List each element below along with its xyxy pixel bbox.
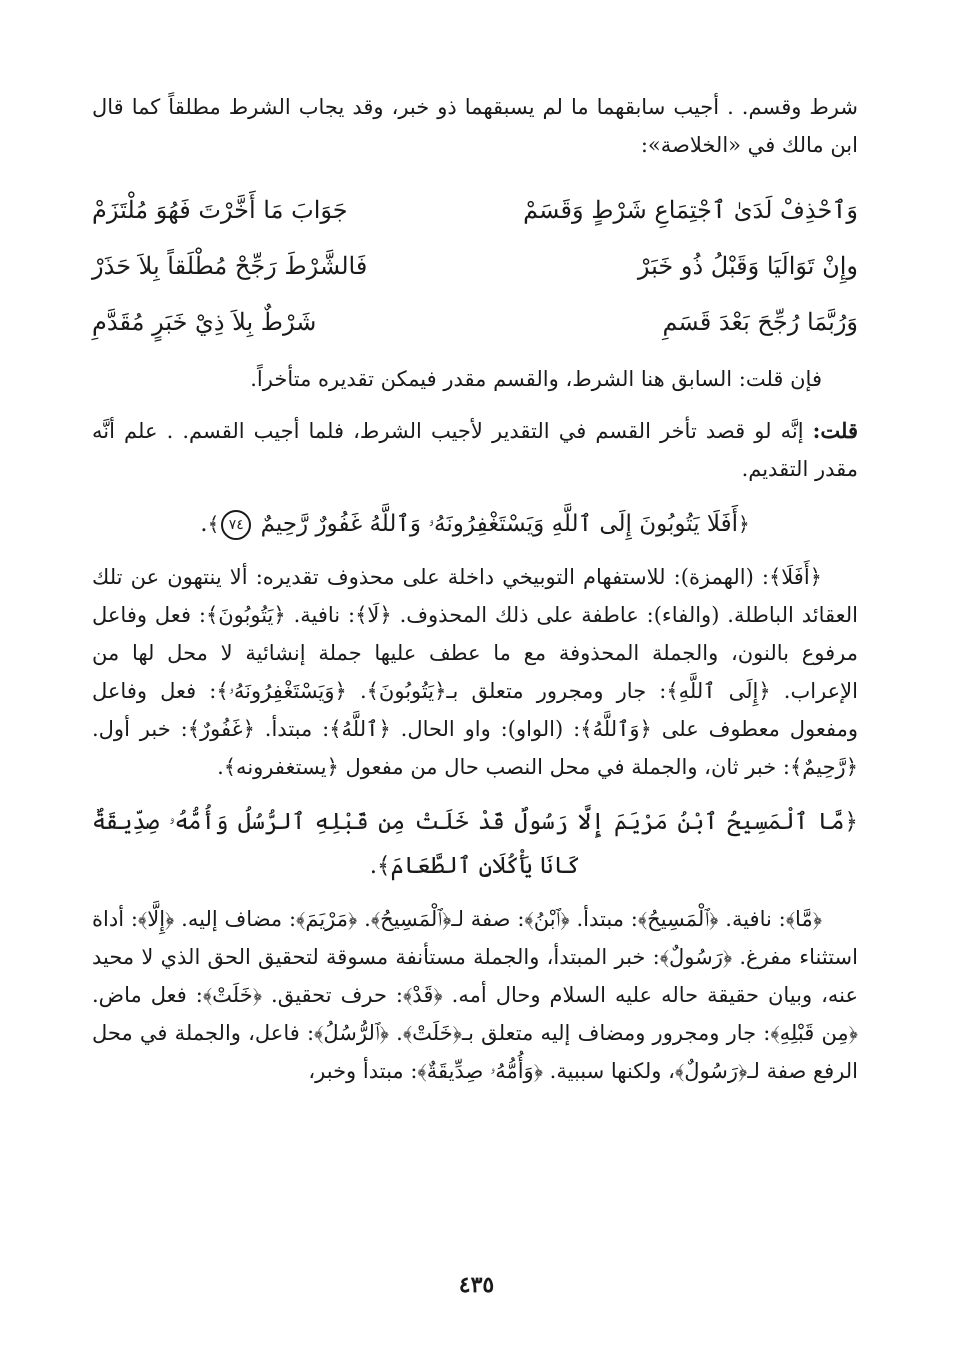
ayah-number-badge: ٧٤	[221, 510, 251, 540]
verse-line	[92, 238, 858, 294]
intro-line-1: شرط وقسم. . أجيب سابقهما ما لم يسبقهما ذو خبر، وقد يجاب الشرط مطلقاً	[168, 95, 858, 119]
verse-first-hemistich: وَٱحْذِفْ لَدَىٰ ٱجْتِمَاعِ شَرْطٍ وَقَسَمْ	[523, 196, 858, 224]
answer-label: قلت:	[812, 418, 858, 443]
open-bracket-glyph: ﴿	[738, 512, 750, 536]
quran-verse-75: ﴿مَّا ٱلْمَسِيحُ ٱبْنُ مَرْيَمَ إِلَّا رَسُولٌ قَدْ خَلَتْ مِن قَبْلِهِ ٱلرُّسُلُ وَأُمُّهُۥ صِدِّيقَةٌ كَانَا يَأْكُلَانِ ٱلطَّعَامَ﴾.	[92, 809, 858, 879]
intro-paragraph	[92, 88, 858, 164]
poetry-verses	[92, 182, 858, 350]
verse-line	[92, 182, 858, 238]
objection-paragraph: فإن قلت: السابق هنا الشرط، والقسم مقدر فيمكن تقديره متأخراً.	[250, 367, 822, 391]
parsing-75-paragraph: ﴿مَّا﴾: نافية. ﴿ٱلْمَسِيحُ﴾: مبتدأ. ﴿ٱبْنُ﴾: صفة لـ﴿ٱلْمَسِيحُ﴾. ﴿مَرْيَمَ﴾: مضاف إليه. ﴿إِلَّا﴾: أداة استثناء مفرغ. ﴿رَسُولٌ﴾: خبر المبتدأ، والجملة مستأنفة مسوقة لتحقيق الحق الذي لا محيد عنه، وبيان حقيقة حاله عليه السلام وحال أمه. ﴿قَدْ﴾: حرف تحقيق. ﴿خَلَتْ﴾: فعل ماض. ﴿مِن قَبْلِهِ﴾: جار ومجرور ومضاف إليه متعلق بـ﴿خَلَتْ﴾. ﴿ٱلرُّسُلُ﴾: فاعل، والجملة في محل الرفع صفة لـ﴿رَسُولٌ﴾، ولكنها سببية. ﴿وَأُمُّهُۥ صِدِّيقَةٌ﴾: مبتدأ وخبر،	[92, 907, 858, 1083]
page-number: ٤٣٥	[458, 1272, 495, 1298]
intro-line-2: كما قال ابن مالك في «الخلاصة»:	[92, 95, 858, 157]
verse-first-hemistich: وَرُبَّمَا رُجِّحَ بَعْدَ قَسَمِ	[662, 308, 858, 336]
verse-second-hemistich: شَرْطٌ بِلاَ ذِيْ خَبَرٍ مُقَدَّمِ	[92, 308, 317, 336]
verse-74-text: أَفَلَا يَتُوبُونَ إِلَى ٱللَّهِ وَيَسْتَغْفِرُونَهُۥ وَٱللَّهُ غَفُورٌ رَّحِيمٌ	[260, 511, 739, 537]
close-bracket-glyph: ﴾	[207, 512, 220, 536]
parsing-74-paragraph: ﴿أَفَلَا﴾: (الهمزة): للاستفهام التوبيخي داخلة على محذوف تقديره: ألا ينتهون عن تلك العقائد الباطلة. (والفاء): عاطفة على ذلك المحذوف. ﴿لَا﴾: نافية. ﴿يَتُوبُونَ﴾: فعل وفاعل مرفوع بالنون، والجملة المحذوفة مع ما عطف عليها جملة إنشائية لا محل لها من الإعراب. ﴿إِلَى ٱللَّهِ﴾: جار ومجرور متعلق بـ﴿يَتُوبُونَ﴾. ﴿وَيَسْتَغْفِرُونَهُۥ﴾: فعل وفاعل ومفعول معطوف على ﴿وَٱللَّهُ﴾: (الواو): واو الحال. ﴿ٱللَّهُ﴾: مبتدأ. ﴿غَفُورٌ﴾: خبر أول. ﴿رَّحِيمٌ﴾: خبر ثان، والجملة في محل النصب حال من مفعول ﴿يستغفرونه﴾.	[92, 565, 858, 779]
answer-paragraph	[92, 412, 858, 488]
verse-second-hemistich: فَالشَّرْطَ رَجِّحْ مُطْلَقاً بِلاَ حَذَرْ	[92, 252, 368, 280]
verse-line	[92, 294, 858, 350]
verse-second-hemistich: جَوَابَ مَا أَخَّرْتَ فَهُوَ مُلْتَزَمْ	[92, 196, 348, 224]
quran-verse-74: ﴿أَفَلَا يَتُوبُونَ إِلَى ٱللَّهِ وَيَسْتَغْفِرُونَهُۥ وَٱللَّهُ غَفُورٌ رَّحِيمٌ ٧٤﴾.	[92, 502, 858, 546]
verse-first-hemistich: وإِنْ تَوَالَيَا وَقَبْلُ ذُو خَبَرْ	[637, 252, 858, 280]
answer-text: إنَّه لو قصد تأخر القسم في التقدير لأجيب الشرط، فلما أجيب القسم. . علم أنَّه مقدر التقديم.	[92, 419, 858, 481]
